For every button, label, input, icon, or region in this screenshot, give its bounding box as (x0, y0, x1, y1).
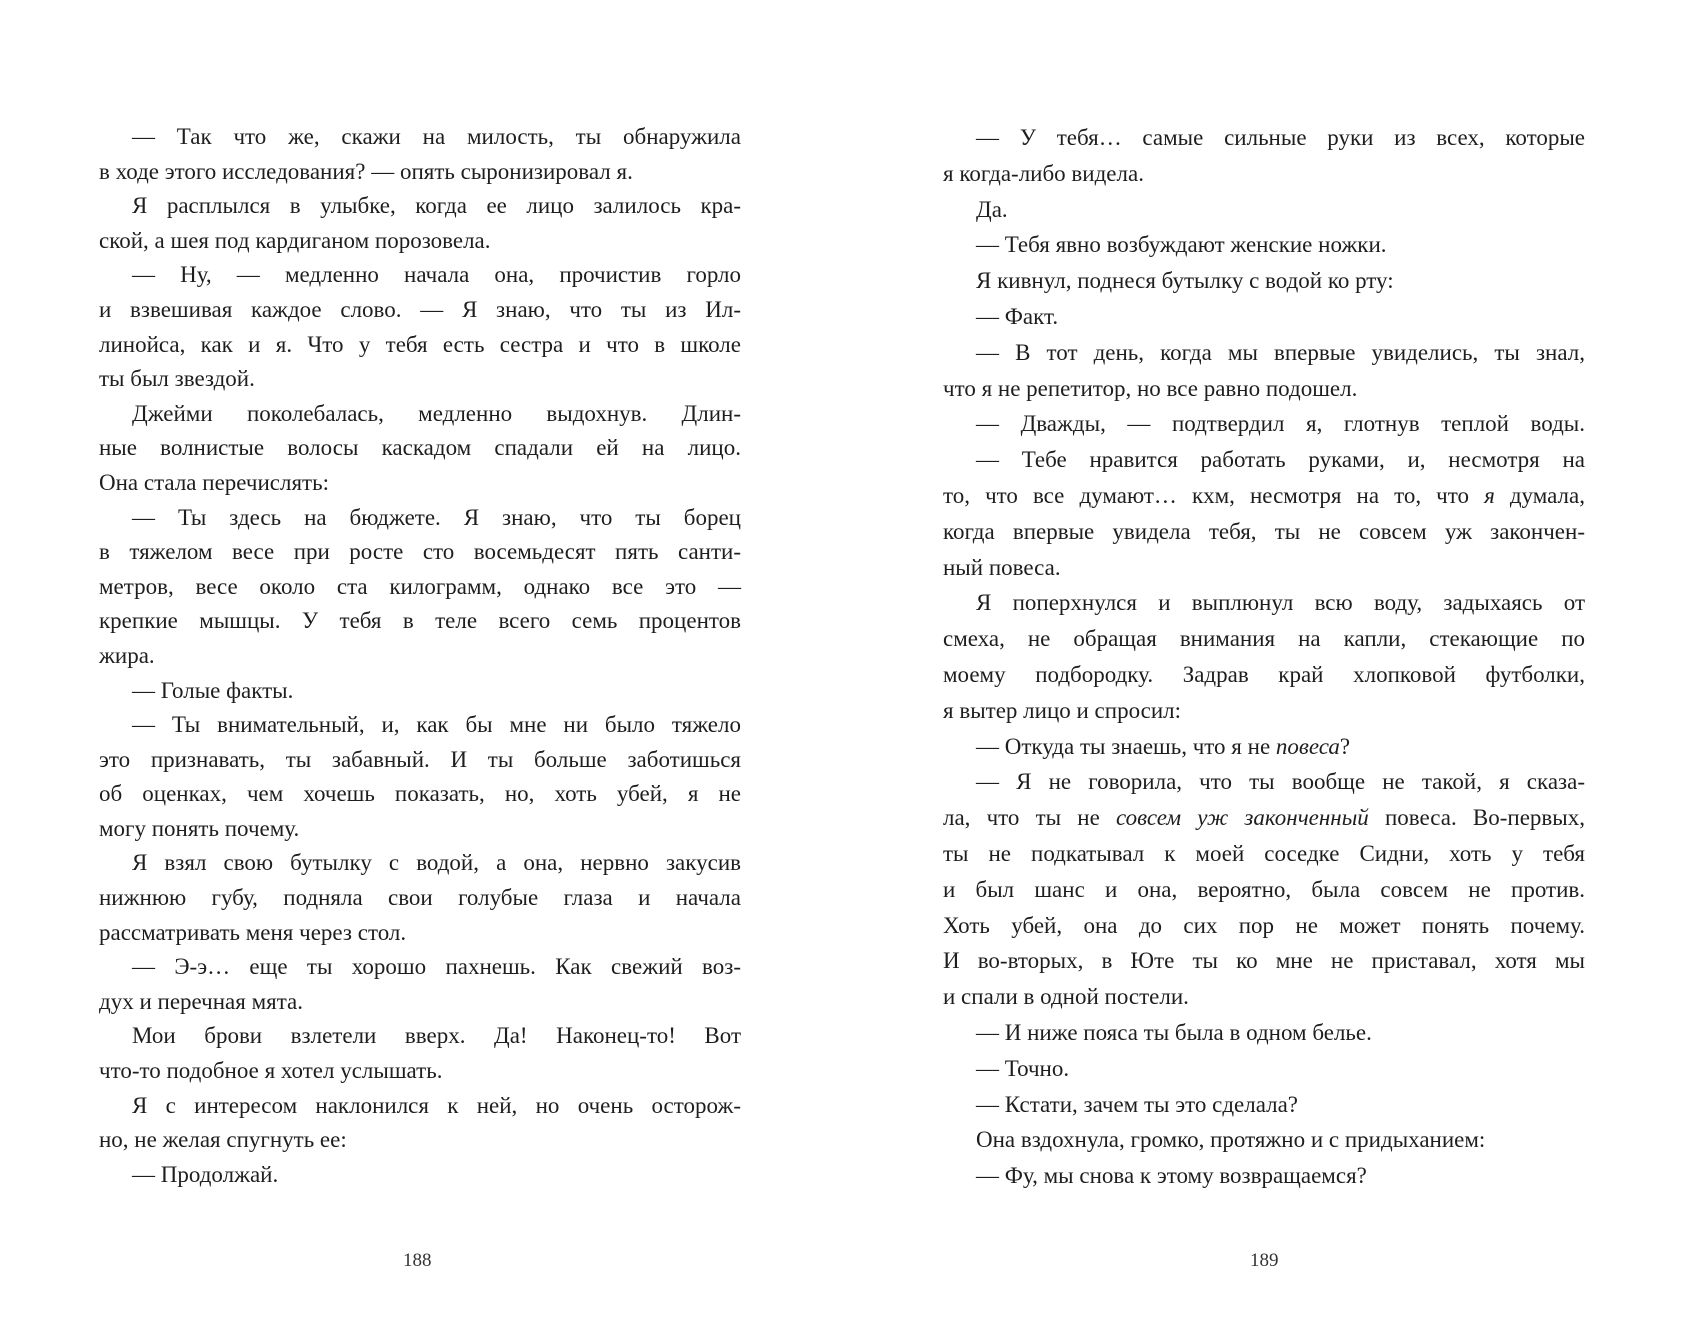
line-text: Я взял свою бутылку с водой, а она, нервно закусив (132, 850, 741, 876)
text-line (943, 227, 1585, 263)
text-line (99, 1123, 741, 1158)
left-page-text (99, 120, 741, 1192)
text-line (943, 192, 1585, 228)
text-line (99, 362, 741, 397)
text-line (99, 570, 741, 605)
line-text: — Тебя явно возбуждают женские ножки. (976, 232, 1387, 258)
text-line (943, 263, 1585, 299)
line-text: Я расплылся в улыбке, когда ее лицо залилось кра- (132, 193, 741, 219)
text-line (99, 846, 741, 881)
line-text: в ходе этого исследования? — опять сыронизировал я. (99, 158, 633, 184)
line-text: — Точно. (976, 1055, 1070, 1081)
line-text: в тяжелом весе при росте сто восемьдесят пять санти- (99, 539, 741, 565)
line-text: об оценках, чем хочешь показать, но, хоть убей, я не (99, 781, 741, 807)
text-line (943, 908, 1585, 944)
text-line (99, 950, 741, 985)
text-line (99, 1054, 741, 1089)
line-text: ты не подкатывал к моей соседке Сидни, хоть у тебя (943, 840, 1585, 866)
text-line (99, 293, 741, 328)
line-text: когда впервые увидела тебя, ты не совсем уж закончен- (943, 518, 1585, 544)
text-line (943, 335, 1585, 371)
line-text: Мои брови взлетели вверх. Да! Наконец-то! Вот (132, 1023, 741, 1049)
text-line (943, 1015, 1585, 1051)
line-text: могу понять почему. (99, 815, 300, 841)
text-line (943, 872, 1585, 908)
line-text: жира. (99, 642, 155, 668)
line-text: рассматривать меня через стол. (99, 919, 407, 945)
italic-text: я (1484, 482, 1495, 508)
text-line (99, 639, 741, 674)
text-line (943, 478, 1585, 514)
line-text: дух и перечная мята. (99, 988, 304, 1014)
page-number-right: 189 (1250, 1250, 1279, 1271)
text-line (943, 1158, 1585, 1194)
text-line (943, 550, 1585, 586)
line-text: ? (1339, 733, 1351, 759)
line-text: линойса, как и я. Что у тебя есть сестра и что в школе (99, 331, 741, 357)
text-line (943, 657, 1585, 693)
line-text: — Продолжай. (132, 1161, 279, 1187)
italic-text: совсем уж законченный (1116, 805, 1369, 831)
text-line (99, 535, 741, 570)
text-line (99, 397, 741, 432)
text-line (943, 1087, 1585, 1123)
text-line (99, 155, 741, 190)
line-text: — Ты внимательный, и, как бы мне ни было тяжело (132, 712, 741, 738)
text-line (943, 371, 1585, 407)
text-line (943, 729, 1585, 765)
text-line (99, 674, 741, 709)
text-line (943, 1122, 1585, 1158)
line-text: и взвешивая каждое слово. — Я знаю, что ты из Ил- (99, 296, 741, 322)
text-line (99, 258, 741, 293)
line-text: — Фу, мы снова к этому возвращаемся? (976, 1163, 1367, 1189)
text-line (99, 1019, 741, 1054)
text-line (943, 800, 1585, 836)
line-text: — Дважды, — подтвердил я, глотнув теплой воды. (976, 411, 1585, 437)
line-text: — Кстати, зачем ты это сделала? (976, 1091, 1299, 1117)
text-line (99, 985, 741, 1020)
page-number-left: 188 (403, 1250, 432, 1271)
line-text: — В тот день, когда мы впервые увиделись, ты знал, (976, 339, 1585, 365)
text-line (99, 120, 741, 155)
text-line (99, 916, 741, 951)
line-text: ные волнистые волосы каскадом спадали ей на лицо. (99, 435, 741, 461)
text-line (943, 693, 1585, 729)
line-text: — Так что же, скажи на милость, ты обнаружила (132, 124, 741, 149)
line-text: ный повеса. (943, 554, 1061, 580)
text-line (99, 812, 741, 847)
line-text: что-то подобное я хотел услышать. (99, 1058, 443, 1084)
text-line (99, 328, 741, 363)
line-text: я вытер лицо и спросил: (943, 697, 1182, 723)
text-line (943, 120, 1585, 156)
line-text: крепкие мышцы. У тебя в теле всего семь процентов (99, 608, 741, 634)
line-text: ской, а шея под кардиганом порозовела. (99, 227, 491, 253)
line-text: — Откуда ты знаешь, что я не (976, 733, 1276, 759)
text-line (943, 764, 1585, 800)
line-text: это признавать, ты забавный. И ты больше заботишься (99, 746, 741, 772)
line-text: ты был звездой. (99, 366, 255, 392)
line-text: — Факт. (976, 303, 1059, 329)
text-line (943, 442, 1585, 478)
line-text: Я с интересом наклонился к ней, но очень осторож- (132, 1092, 741, 1118)
line-text: и был шанс и она, вероятно, была совсем не против. (943, 876, 1585, 902)
right-page-text (943, 120, 1585, 1194)
line-text: что я не репетитор, но все равно подошел. (943, 375, 1358, 401)
text-line (99, 466, 741, 501)
text-line (99, 501, 741, 536)
line-text: метров, весе около ста килограмм, однако все это — (99, 573, 741, 599)
line-text: думала, (1494, 482, 1585, 508)
text-line (943, 1051, 1585, 1087)
text-line (943, 514, 1585, 550)
text-line (943, 979, 1585, 1015)
line-text: то, что все думают… кхм, несмотря на то, что (943, 482, 1485, 508)
text-line (99, 1089, 741, 1124)
line-text: И во-вторых, в Юте ты ко мне не приставал, хотя мы (943, 948, 1585, 974)
line-text: Да. (976, 196, 1008, 222)
text-line (99, 224, 741, 259)
line-text: Она вздохнула, громко, протяжно и с придыханием: (976, 1127, 1486, 1153)
text-line (943, 406, 1585, 442)
text-line (943, 299, 1585, 335)
line-text: ла, что ты не (943, 805, 1116, 831)
text-line (99, 708, 741, 743)
text-line (99, 604, 741, 639)
line-text: Я поперхнулся и выплюнул всю воду, задыхаясь от (976, 590, 1585, 616)
text-line (943, 156, 1585, 192)
line-text: Она стала перечислять: (99, 469, 329, 495)
text-line (943, 836, 1585, 872)
text-line (99, 777, 741, 812)
line-text: я когда-либо видела. (943, 160, 1144, 186)
line-text: нижнюю губу, подняла свои голубые глаза и начала (99, 885, 741, 911)
text-line (943, 943, 1585, 979)
line-text: Хоть убей, она до сих пор не может понять почему. (943, 912, 1585, 938)
line-text: — Я не говорила, что ты вообще не такой, я сказа- (976, 769, 1585, 795)
text-line (99, 431, 741, 466)
line-text: моему подбородку. Задрав край хлопковой футболки, (943, 661, 1585, 687)
line-text: — И ниже пояса ты была в одном белье. (976, 1019, 1372, 1045)
line-text: — Э-э… еще ты хорошо пахнешь. Как свежий воз- (132, 954, 741, 980)
line-text: и спали в одной постели. (943, 984, 1189, 1010)
line-text: смеха, не обращая внимания на капли, стекающие по (943, 626, 1585, 652)
line-text: — Ты здесь на бюджете. Я знаю, что ты борец (132, 504, 741, 530)
line-text: — Тебе нравится работать руками, и, несмотря на (976, 447, 1585, 473)
line-text: но, не желая спугнуть ее: (99, 1127, 347, 1153)
text-line (943, 585, 1585, 621)
text-line (943, 621, 1585, 657)
italic-text: повеса (1275, 733, 1340, 759)
text-line (99, 881, 741, 916)
text-line (99, 189, 741, 224)
text-line (99, 743, 741, 778)
line-text: повеса. Во-первых, (1368, 805, 1585, 831)
line-text: — Голые факты. (132, 677, 294, 703)
line-text: — Ну, — медленно начала она, прочистив горло (132, 262, 741, 288)
line-text: Джейми поколебалась, медленно выдохнув. Длин- (132, 400, 741, 426)
line-text: Я кивнул, поднеся бутылку с водой ко рту: (976, 268, 1394, 294)
text-line (99, 1158, 741, 1193)
line-text: — У тебя… самые сильные руки из всех, которые (976, 125, 1585, 150)
